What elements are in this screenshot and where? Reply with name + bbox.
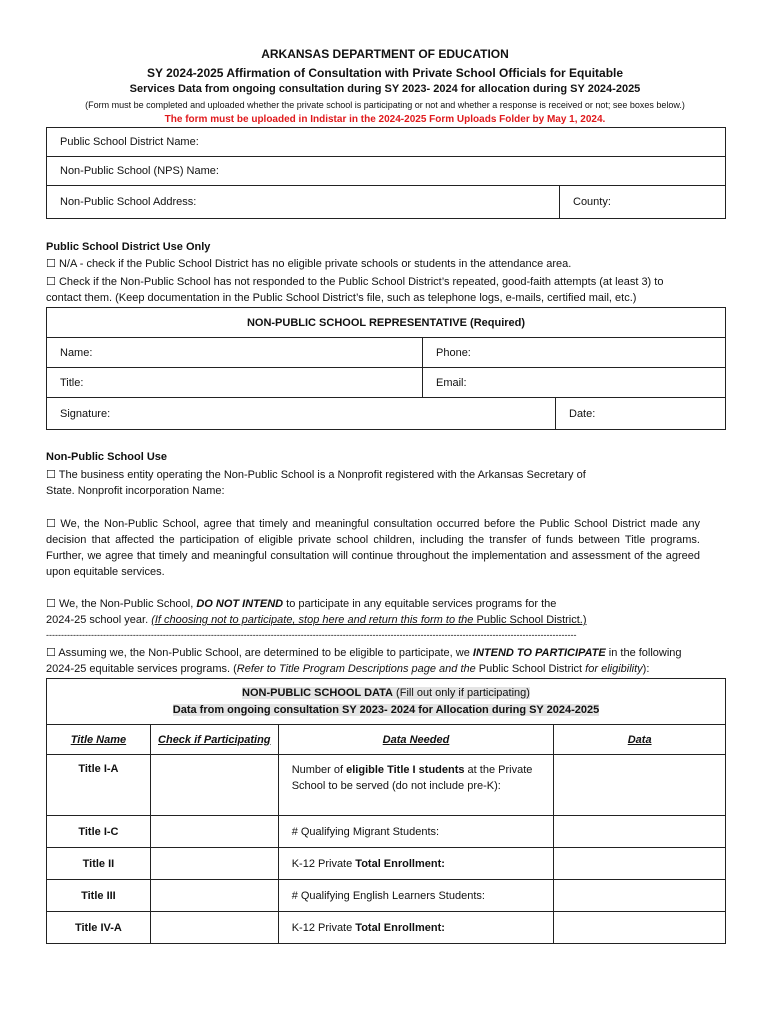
address-field[interactable] <box>202 194 501 210</box>
title-name-cell: Title II <box>47 848 151 880</box>
address-cell <box>46 185 560 219</box>
form-title: SY 2024-2025 Affirmation of Consultation with Private School Officials for Equitable <box>146 66 624 80</box>
not-intend-emphasis: DO NOT INTEND <box>196 598 284 610</box>
col-data: Data <box>554 725 726 755</box>
form-instructions: (Form must be completed and uploaded whether the private school is participating or not and whether a response is received or not; see boxes below.) <box>85 100 685 110</box>
rep-phone-label: Phone: <box>436 346 471 359</box>
title-name-cell: Title I-C <box>47 816 151 848</box>
need-text-pre: # Qualifying Migrant Students: <box>291 825 440 838</box>
table-row <box>47 880 726 912</box>
need-text-pre: K-12 Private <box>291 857 356 870</box>
no-response-option <box>46 274 736 290</box>
rep-signature-label: Signature: <box>60 407 111 420</box>
nps-name-label: Non-Public School (NPS) Name: <box>60 165 219 177</box>
rep-phone-cell <box>422 337 726 368</box>
intend-line2-district: Public School District <box>478 663 583 675</box>
data-cell[interactable] <box>554 848 726 880</box>
nps-use-heading: Non-Public School Use <box>46 451 168 463</box>
consultation-option <box>46 516 700 580</box>
col-title-name: Title Name <box>47 725 151 755</box>
nonprofit-text-line1: The business entity operating the Non-Public School is a Nonprofit registered with the Arkansas Secretary of <box>58 469 586 481</box>
table-row <box>47 755 726 816</box>
not-intend-text-post: to participate in any equitable services programs for the <box>283 598 557 610</box>
rep-name-cell <box>46 337 423 368</box>
data-table-subheading: Data from ongoing consultation SY 2023- 2024 for Allocation during SY 2024-2025 <box>172 703 600 716</box>
rep-name-label: Name: <box>60 346 93 359</box>
na-checkbox[interactable]: ☐ <box>46 257 56 270</box>
need-text-post: at the Private School to be served (do not include pre-K): <box>291 764 533 792</box>
need-text-pre: K-12 Private <box>291 921 356 934</box>
data-cell[interactable] <box>554 755 726 816</box>
need-text-bold: Total Enrollment: <box>355 921 445 934</box>
participating-cell[interactable] <box>150 848 278 880</box>
data-table-heading <box>47 679 726 725</box>
not-intend-text-pre: We, the Non-Public School, <box>58 598 197 610</box>
title-name-cell: Title IV-A <box>47 912 151 944</box>
intend-line2-note: Refer to Title Program Descriptions page and the <box>236 663 479 675</box>
col-data-needed: Data Needed <box>278 725 554 755</box>
no-response-text-line1: Check if the Non-Public School has not responded to the Public School District’s repeated, good-faith attempts (at least 3) to <box>58 276 664 288</box>
district-name-row <box>46 127 726 157</box>
nonprofit-name-field[interactable] <box>234 483 534 499</box>
upload-deadline: The form must be uploaded in Indistar in the 2024-2025 Form Uploads Folder by May 1, 2024. <box>164 114 606 125</box>
data-table-heading-rest: (Fill out only if participating) <box>393 686 530 699</box>
need-text-pre: Number of <box>291 764 347 776</box>
data-needed-cell <box>278 755 554 816</box>
nonprofit-option <box>46 467 736 483</box>
nonprofit-text-line2 <box>46 483 736 499</box>
table-row <box>47 848 726 880</box>
nps-name-row <box>46 156 726 186</box>
not-intend-stop-note: (If choosing not to participate, stop here and return this form to the <box>151 614 477 626</box>
title-name-cell: Title III <box>47 880 151 912</box>
consultation-text: We, the Non-Public School, agree that timely and meaningful consultation occurred before the Public School District made any decision that affected the participation of eligible private school children, including the transfer of funds between Title programs. Further, we agree that timely and meaningful consultation will continue throughout the implementation and assessment of the agreed upon equitable services. <box>46 518 700 578</box>
nonprofit-checkbox[interactable]: ☐ <box>46 468 56 481</box>
intend-checkbox[interactable]: ☐ <box>46 646 56 659</box>
data-needed-cell <box>278 816 554 848</box>
data-needed-cell <box>278 912 554 944</box>
rep-name-field[interactable] <box>98 345 315 361</box>
district-name-field[interactable] <box>205 134 604 150</box>
participating-cell[interactable] <box>150 755 278 816</box>
rep-date-label: Date: <box>569 407 596 420</box>
data-table-heading-bold: NON-PUBLIC SCHOOL DATA <box>242 686 393 699</box>
not-intend-stop-note-end: Public School District.) <box>476 614 587 626</box>
rep-phone-field[interactable] <box>477 345 650 361</box>
rep-date-cell <box>555 397 726 430</box>
data-needed-cell <box>278 848 554 880</box>
participating-cell[interactable] <box>150 912 278 944</box>
intend-emphasis: INTEND TO PARTICIPATE <box>472 647 606 659</box>
intend-line2 <box>46 661 736 677</box>
district-use-heading: Public School District Use Only <box>46 241 211 253</box>
need-text-bold: Total Enrollment: <box>355 857 445 870</box>
rep-email-cell <box>422 367 726 398</box>
not-intend-line2 <box>46 612 736 628</box>
rep-title-label: Title: <box>60 376 84 389</box>
participating-cell[interactable] <box>150 816 278 848</box>
table-row <box>47 912 726 944</box>
separator-dashes: --------------------------------------------------------------------------------------------------------------------------------------------------------------------------------- <box>46 630 577 640</box>
department-title: ARKANSAS DEPARTMENT OF EDUCATION <box>261 47 509 61</box>
not-intend-option <box>46 596 736 612</box>
title-name-cell: Title I-A <box>47 755 151 816</box>
address-label: Non-Public School Address: <box>60 196 197 208</box>
data-cell[interactable] <box>554 880 726 912</box>
representative-heading: NON-PUBLIC SCHOOL REPRESENTATIVE (Required) <box>46 307 726 338</box>
intend-line2-pre: 2024-25 equitable services programs. ( <box>46 663 237 675</box>
not-intend-checkbox[interactable]: ☐ <box>46 597 56 610</box>
no-response-checkbox[interactable]: ☐ <box>46 275 56 288</box>
intend-text-post: in the following <box>605 647 682 659</box>
rep-signature-cell <box>46 397 556 430</box>
data-needed-cell <box>278 880 554 912</box>
intend-line2-eligibility: for eligibility <box>582 663 643 675</box>
nonprofit-name-label: State. Nonprofit incorporation Name: <box>46 485 225 497</box>
need-text-bold: eligible Title I students <box>346 764 465 776</box>
intend-text-pre: Assuming we, the Non-Public School, are determined to be eligible to participate, we <box>58 647 473 659</box>
nps-name-field[interactable] <box>225 163 624 179</box>
na-text: N/A - check if the Public School District has no eligible private schools or students in the attendance area. <box>58 258 572 270</box>
county-field[interactable] <box>617 194 687 210</box>
rep-title-field[interactable] <box>89 375 306 391</box>
no-response-text-line2: contact them. (Keep documentation in the Public School District’s file, such as telephone logs, e-mails, certified mail, etc.) <box>46 292 637 304</box>
county-cell <box>559 185 726 219</box>
col-check-participating: Check if Participating <box>150 725 278 755</box>
data-cell[interactable] <box>554 912 726 944</box>
rep-signature-field[interactable] <box>116 406 413 422</box>
rep-email-field[interactable] <box>473 375 646 391</box>
data-cell[interactable] <box>554 816 726 848</box>
need-text-pre: # Qualifying English Learners Students: <box>291 889 485 902</box>
rep-email-label: Email: <box>436 376 467 389</box>
table-row <box>47 816 726 848</box>
data-table-heading-line1 <box>242 687 530 699</box>
form-subtitle: Services Data from ongoing consultation during SY 2023- 2024 for allocation during SY 2024-2025 <box>129 83 641 95</box>
intend-line2-end: ): <box>642 663 650 675</box>
consultation-checkbox[interactable]: ☐ <box>46 517 56 530</box>
intend-option <box>46 645 736 661</box>
rep-date-field[interactable] <box>601 406 681 422</box>
district-name-label: Public School District Name: <box>60 136 199 148</box>
rep-title-cell <box>46 367 423 398</box>
county-label: County: <box>573 196 611 208</box>
not-intend-line2-pre: 2024-25 school year. <box>46 614 152 626</box>
nps-data-table <box>46 678 726 944</box>
na-option <box>46 256 736 272</box>
participating-cell[interactable] <box>150 880 278 912</box>
